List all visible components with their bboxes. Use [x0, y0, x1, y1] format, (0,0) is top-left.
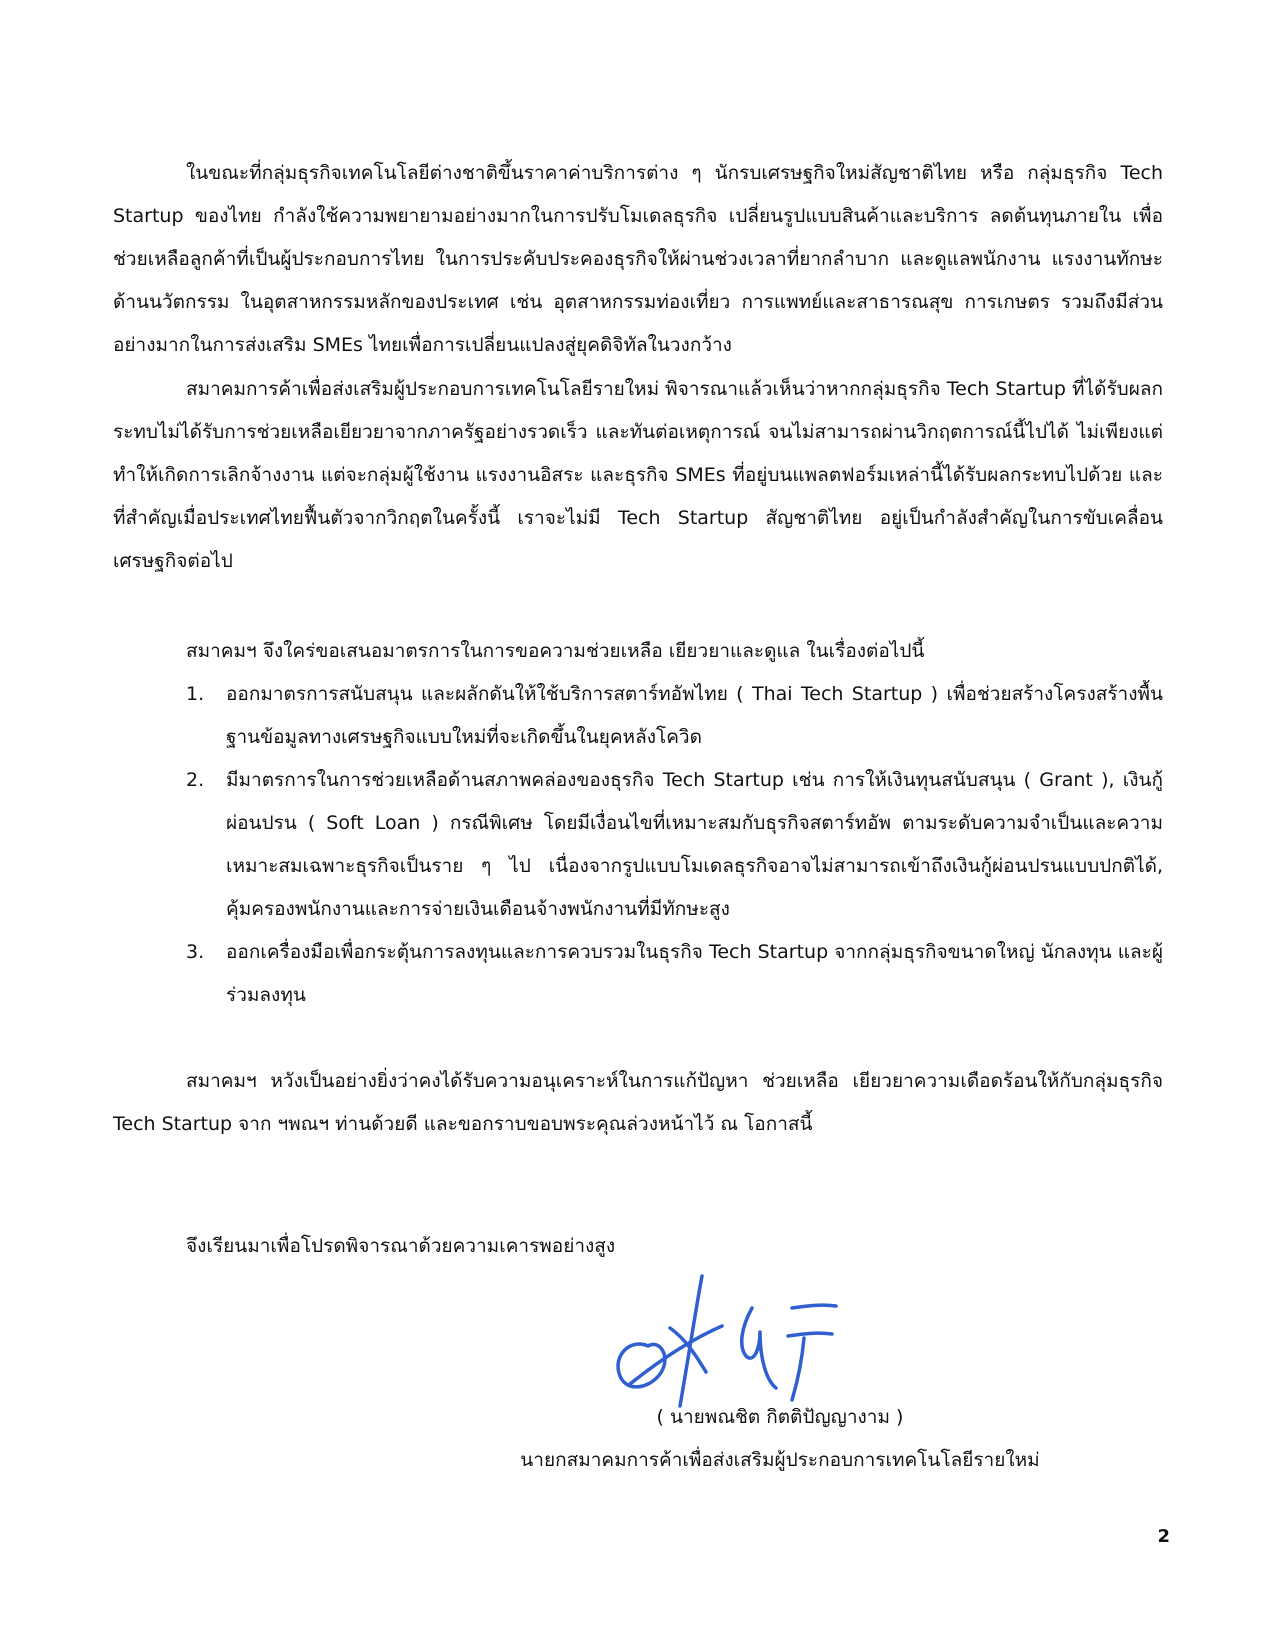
measure-item: [186, 931, 1163, 1017]
measure-text: มีมาตรการในการช่วยเหลือด้านสภาพคล่องของธุรกิจ Tech Startup เช่น การให้เงินทุนสนับสนุน ( Grant ), เงินกู้ผ่อนปรน ( Soft Loan ) กรณีพิเศษ โดยมีเงื่อนไขที่เหมาะสมกับธุรกิจสตาร์ทอัพ ตามระดับความจำเป็นและความเหมาะสมเฉพาะธุรกิจเป็นราย ๆ ไป เนื่องจากรูปแบบโมเดลธุรกิจอาจไม่สามารถเข้าถึงเงินกู้ผ่อนปรนแบบปกติได้, คุ้มครองพนักงานและการจ่ายเงินเดือนจ้างพนักงานที่มีทักษะสูง: [226, 769, 1163, 920]
signer-name: ( นายพณชิต กิตติปัญญางาม ): [656, 1406, 904, 1428]
body-paragraph-2: สมาคมการค้าเพื่อส่งเสริมผู้ประกอบการเทคโนโลยีรายใหม่ พิจารณาแล้วเห็นว่าหากกลุ่มธุรกิจ Tech Startup ที่ได้รับผลกระทบไม่ได้รับการช่วยเหลือเยียวยาจากภาครัฐอย่างรวดเร็ว และทันต่อเหตุการณ์ จนไม่สามารถผ่านวิกฤตการณ์นี้ไปได้ ไม่เพียงแต่ทำให้เกิดการเลิกจ้างงาน แต่จะกลุ่มผู้ใช้งาน แรงงานอิสระ และธุรกิจ SMEs ที่อยู่บนแพลตฟอร์มเหล่านี้ได้รับผลกระทบไปด้วย และที่สำคัญเมื่อประเทศไทยฟื้นตัวจากวิกฤตในครั้งนี้ เราจะไม่มี Tech Startup สัญชาติไทย อยู่เป็นกำลังสำคัญในการขับเคลื่อนเศรษฐกิจต่อไป: [113, 378, 1163, 572]
page-number: 2: [1157, 1526, 1170, 1547]
measure-number: 2.: [186, 769, 205, 791]
measure-item: [186, 673, 1163, 759]
measures-intro: สมาคมฯ จึงใคร่ขอเสนอมาตรการในการขอความช่วยเหลือ เยียวยาและดูแล ในเรื่องต่อไปนี้: [186, 640, 925, 662]
body-paragraph-3: สมาคมฯ หวังเป็นอย่างยิ่งว่าคงได้รับความอนุเคราะห์ในการแก้ปัญหา ช่วยเหลือ เยียวยาความเดือดร้อนให้กับกลุ่มธุรกิจ Tech Startup จาก ฯพณฯ ท่านด้วยดี และขอกราบขอบพระคุณล่วงหน้าไว้ ณ โอกาสนี้: [113, 1070, 1163, 1135]
measure-number: 1.: [186, 683, 205, 705]
body-paragraph-1: ในขณะที่กลุ่มธุรกิจเทคโนโลยีต่างชาติขึ้นราคาค่าบริการต่าง ๆ นักรบเศรษฐกิจใหม่สัญชาติไทย หรือ กลุ่มธุรกิจ Tech Startup ของไทย กำลังใช้ความพยายามอย่างมากในการปรับโมเดลธุรกิจ เปลี่ยนรูปแบบสินค้าและบริการ ลดต้นทุนภายใน เพื่อช่วยเหลือลูกค้าที่เป็นผู้ประกอบการไทย ในการประคับประคองธุรกิจให้ผ่านช่วงเวลาที่ยากลำบาก และดูแลพนักงาน แรงงานทักษะด้านนวัตกรรม ในอุตสาหกรรมหลักของประเทศ เช่น อุตสาหกรรมท่องเที่ยว การแพทย์และสาธารณสุข การเกษตร รวมถึงมีส่วนอย่างมากในการส่งเสริม SMEs ไทยเพื่อการเปลี่ยนแปลงสู่ยุคดิจิทัลในวงกว้าง: [113, 162, 1163, 356]
signer-title: นายกสมาคมการค้าเพื่อส่งเสริมผู้ประกอบการเทคโนโลยีรายใหม่: [520, 1449, 1040, 1471]
measure-text: ออกมาตรการสนับสนุน และผลักดันให้ใช้บริการสตาร์ทอัพไทย ( Thai Tech Startup ) เพื่อช่วยสร้างโครงสร้างพื้นฐานข้อมูลทางเศรษฐกิจแบบใหม่ที่จะเกิดขึ้นในยุคหลังโควิด: [226, 683, 1163, 748]
measure-item: [186, 759, 1163, 931]
measure-text: ออกเครื่องมือเพื่อกระตุ้นการลงทุนและการควบรวมในธุรกิจ Tech Startup จากกลุ่มธุรกิจขนาดใหญ่ นักลงทุน และผู้ร่วมลงทุน: [226, 941, 1163, 1006]
measure-number: 3.: [186, 941, 205, 963]
closing-line: จึงเรียนมาเพื่อโปรดพิจารณาด้วยความเคารพอย่างสูง: [186, 1235, 616, 1257]
measures-list: [186, 673, 1163, 1017]
